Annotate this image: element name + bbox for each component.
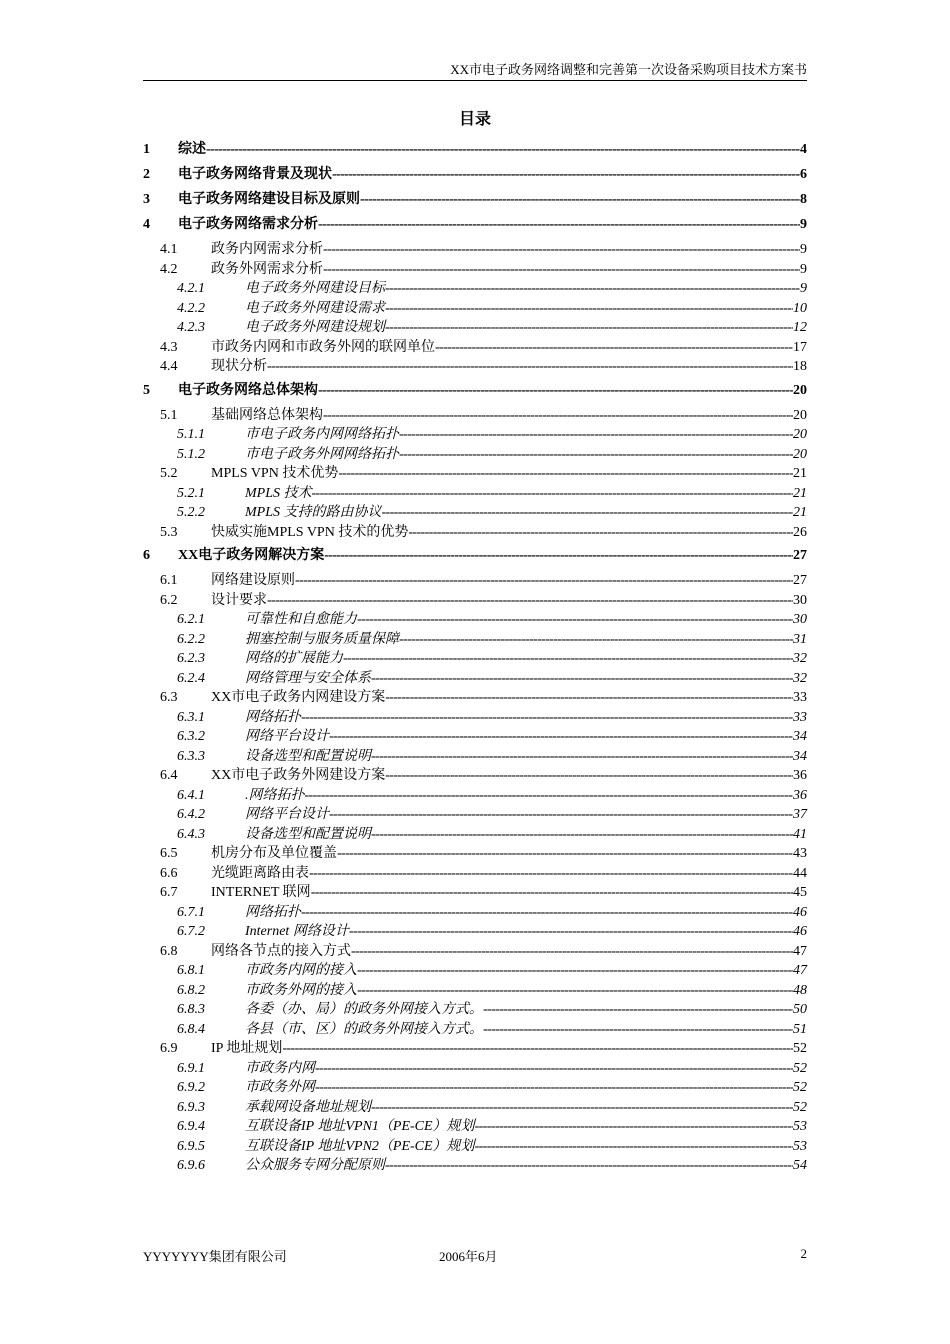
toc-entry-title: 网络管理与安全体系 — [245, 670, 371, 686]
toc-entry[interactable] — [143, 998, 807, 1018]
toc-entry-page: 9 — [800, 242, 807, 257]
toc-entry-page: 27 — [793, 573, 807, 588]
toc-entry-number: 5.1 — [160, 407, 178, 423]
footer-page-number: 2 — [800, 1246, 807, 1261]
toc-entry-number: 5.3 — [160, 524, 178, 540]
toc-entry-number: 6.4.1 — [177, 787, 205, 803]
toc-entry[interactable] — [143, 686, 807, 706]
toc-entry-title: MPLS 技术 — [245, 485, 312, 501]
toc-entry-page: 52 — [793, 1041, 807, 1056]
toc-entry-title: 市政务内网的接入 — [245, 963, 357, 978]
toc-entry-number: 6.4 — [160, 768, 178, 783]
toc-entry[interactable] — [143, 647, 807, 667]
footer-date: 2006年6月 — [439, 1249, 498, 1264]
toc-leader-dashes — [329, 729, 793, 745]
table-of-contents — [143, 134, 807, 1174]
toc-entry[interactable] — [143, 628, 807, 648]
toc-entry-page: 47 — [793, 943, 807, 959]
toc-entry-page: 36 — [793, 768, 807, 783]
toc-entry-title: 光缆距离路由表 — [211, 865, 309, 881]
toc-entry-title: MPLS 支持的路由协议 — [245, 505, 382, 520]
toc-leader-dashes — [385, 320, 793, 336]
toc-entry-page: 6 — [800, 167, 807, 182]
toc-entry-number: 1 — [143, 142, 150, 157]
toc-leader-dashes — [371, 1100, 793, 1116]
toc-entry-page: 51 — [793, 1021, 807, 1037]
toc-entry-title: 市政务内网和市政务外网的联网单位 — [211, 339, 435, 355]
toc-leader-dashes — [282, 1041, 793, 1057]
toc-entry-title: 电子政务网络背景及现状 — [178, 167, 332, 182]
toc-entry-title: 快威实施MPLS VPN 技术的优势 — [211, 524, 409, 540]
page-header — [143, 62, 807, 81]
footer-company: YYYYYYY集团有限公司 — [143, 1249, 287, 1264]
toc-entry-page: 45 — [793, 885, 807, 900]
toc-entry-page: 20 — [793, 407, 807, 423]
toc-entry-title: 基础网络总体架构 — [211, 407, 323, 423]
toc-entry[interactable] — [143, 862, 807, 882]
toc-entry-title: 承载网设备地址规划 — [245, 1099, 371, 1115]
toc-entry-page: 20 — [793, 446, 807, 462]
toc-entry-title: 电子政务网络总体架构 — [178, 382, 318, 398]
toc-entry-number: 3 — [143, 192, 150, 207]
toc-leader-dashes — [371, 749, 793, 765]
toc-entry-number: 6 — [143, 548, 150, 563]
toc-entry[interactable] — [143, 1037, 807, 1057]
toc-leader-dashes — [267, 593, 793, 609]
toc-entry-number: 4.2.3 — [177, 320, 205, 335]
toc-leader-dashes — [483, 1022, 793, 1038]
toc-leader-dashes — [323, 408, 793, 424]
toc-entry-title: 市电子政务外网网络拓扑 — [245, 446, 399, 462]
toc-entry[interactable] — [143, 764, 807, 784]
toc-entry-number: 6.5 — [160, 846, 178, 861]
toc-entry[interactable] — [143, 443, 807, 463]
toc-entry-page: 18 — [793, 359, 807, 374]
toc-entry-page: 47 — [793, 963, 807, 978]
toc-entry[interactable] — [143, 784, 807, 804]
toc-entry-title: 机房分布及单位覆盖 — [211, 846, 337, 861]
toc-entry-number: 2 — [143, 167, 150, 182]
toc-entry[interactable] — [143, 188, 807, 207]
toc-entry[interactable] — [143, 1018, 807, 1038]
toc-entry-number: 6.7.2 — [177, 924, 205, 939]
toc-leader-dashes — [315, 1080, 793, 1096]
toc-entry-title: 互联设备IP 地址VPN2（PE-CE）规划 — [245, 1138, 475, 1154]
toc-entry-page: 21 — [793, 485, 807, 501]
toc-leader-dashes — [343, 651, 793, 667]
toc-entry-page: 17 — [793, 339, 807, 355]
toc-entry-number: 6.9.5 — [177, 1138, 205, 1154]
toc-entry-page: 20 — [793, 382, 807, 398]
toc-entry-page: 30 — [793, 592, 807, 608]
toc-entry-title: 可靠性和自愈能力 — [245, 612, 357, 627]
toc-entry-page: 32 — [793, 651, 807, 666]
toc-entry-page: 9 — [800, 217, 807, 232]
toc-entry-page: 26 — [793, 524, 807, 540]
toc-entry-title: 网络平台设计 — [245, 729, 329, 744]
toc-entry-page: 33 — [793, 709, 807, 725]
toc-entry-number: 6.8 — [160, 943, 178, 959]
toc-leader-dashes — [311, 885, 793, 901]
toc-entry-page: 52 — [793, 1080, 807, 1095]
toc-leader-dashes — [435, 340, 793, 356]
toc-entry-page: 4 — [800, 142, 807, 157]
toc-entry[interactable] — [143, 745, 807, 765]
toc-entry[interactable] — [143, 803, 807, 823]
toc-entry-title: IP 地址规划 — [211, 1041, 283, 1056]
toc-entry-number: 5 — [143, 382, 150, 398]
toc-entry-title: 网络的扩展能力 — [245, 651, 343, 666]
toc-entry-number: 4.1 — [160, 242, 178, 257]
toc-entry-page: 37 — [793, 807, 807, 822]
toc-entry-page: 33 — [793, 690, 807, 705]
toc-entry-title: XX电子政务网解决方案 — [178, 548, 325, 563]
toc-entry-number: 5.2.1 — [177, 485, 205, 501]
toc-entry-title: 电子政务外网建设需求 — [245, 300, 385, 316]
toc-leader-dashes — [399, 632, 793, 648]
toc-entry-page: 9 — [800, 261, 807, 277]
toc-entry-title: 电子政务外网建设规划 — [245, 320, 385, 335]
toc-leader-dashes — [309, 866, 793, 882]
toc-entry-title: 各委（办、局）的政务外网接入方式。 — [245, 1002, 483, 1017]
toc-entry-page: 53 — [793, 1119, 807, 1134]
toc-entry[interactable] — [143, 901, 807, 921]
toc-leader-dashes — [399, 427, 793, 443]
toc-entry-page: 50 — [793, 1002, 807, 1017]
toc-entry-title: 市电子政务内网网络拓扑 — [245, 427, 399, 442]
toc-entry-number: 6.7 — [160, 885, 178, 900]
toc-entry-page: 36 — [793, 787, 807, 803]
toc-entry-number: 6.8.2 — [177, 982, 205, 998]
toc-entry[interactable] — [143, 238, 807, 258]
toc-entry[interactable] — [143, 462, 807, 482]
toc-leader-dashes — [337, 846, 793, 862]
toc-leader-dashes — [357, 963, 793, 979]
toc-entry[interactable] — [143, 355, 807, 375]
toc-leader-dashes — [351, 944, 793, 960]
toc-entry-number: 4.2.1 — [177, 281, 205, 296]
toc-entry[interactable] — [143, 1154, 807, 1174]
toc-leader-dashes — [385, 281, 800, 297]
toc-entry-title: 公众服务专网分配原则 — [245, 1158, 385, 1173]
toc-entry-title: 市政务外网的接入 — [245, 982, 357, 998]
toc-entry-number: 6.2.1 — [177, 612, 205, 627]
toc-entry-title: 互联设备IP 地址VPN1（PE-CE）规划 — [245, 1119, 475, 1134]
toc-entry-title: 网络建设原则 — [211, 573, 295, 588]
toc-leader-dashes — [360, 192, 800, 208]
toc-entry[interactable] — [143, 213, 807, 232]
toc-entry-page: 54 — [793, 1158, 807, 1173]
toc-leader-dashes — [385, 768, 793, 784]
toc-entry-title: 设备选型和配置说明 — [245, 748, 371, 764]
toc-entry[interactable] — [143, 959, 807, 979]
toc-entry[interactable] — [143, 316, 807, 336]
toc-leader-dashes — [385, 1158, 793, 1174]
toc-leader-dashes — [385, 690, 793, 706]
toc-entry-number: 5.2.2 — [177, 505, 205, 520]
toc-entry[interactable] — [143, 521, 807, 541]
toc-entry-number: 4 — [143, 217, 150, 232]
toc-leader-dashes — [332, 167, 800, 183]
toc-leader-dashes — [399, 447, 793, 463]
toc-entry[interactable] — [143, 589, 807, 609]
toc-entry-title: 网络拓扑 — [245, 904, 301, 920]
toc-entry-page: 31 — [793, 631, 807, 647]
toc-entry-title: 电子政务网络需求分析 — [178, 217, 318, 232]
toc-entry-page: 9 — [800, 281, 807, 296]
toc-entry-title: 电子政务外网建设目标 — [245, 281, 385, 296]
toc-entry-page: 48 — [793, 982, 807, 998]
toc-leader-dashes — [315, 1061, 793, 1077]
toc-entry-number: 6.9 — [160, 1041, 178, 1056]
toc-entry[interactable] — [143, 379, 807, 398]
toc-leader-dashes — [301, 905, 793, 921]
toc-leader-dashes — [206, 142, 800, 158]
toc-leader-dashes — [475, 1139, 793, 1155]
toc-entry-page: 52 — [793, 1099, 807, 1115]
toc-entry-number: 6.1 — [160, 573, 178, 588]
toc-entry-page: 53 — [793, 1138, 807, 1154]
toc-entry[interactable] — [143, 920, 807, 940]
toc-entry-number: 6.2.2 — [177, 631, 205, 647]
toc-entry[interactable] — [143, 423, 807, 443]
toc-entry-number: 6.3.3 — [177, 748, 205, 764]
toc-entry-page: 32 — [793, 670, 807, 686]
toc-entry[interactable] — [143, 608, 807, 628]
toc-leader-dashes — [371, 827, 793, 843]
toc-entry-title: 网络平台设计 — [245, 807, 329, 822]
toc-entry-number: 6.9.1 — [177, 1060, 205, 1076]
toc-entry-page: 30 — [793, 612, 807, 627]
toc-entry-page: 44 — [793, 865, 807, 881]
toc-entry[interactable] — [143, 138, 807, 157]
toc-entry-title: 设备选型和配置说明 — [245, 826, 371, 842]
toc-leader-dashes — [357, 983, 793, 999]
toc-entry-page: 41 — [793, 826, 807, 842]
toc-entry-number: 4.2.2 — [177, 300, 205, 316]
toc-entry-number: 4.3 — [160, 339, 178, 355]
toc-entry-title: 政务内网需求分析 — [211, 242, 323, 257]
toc-entry[interactable] — [143, 163, 807, 182]
toc-leader-dashes — [483, 1002, 793, 1018]
toc-entry-number: 6.7.1 — [177, 904, 205, 920]
toc-entry-title: MPLS VPN 技术优势 — [211, 466, 339, 481]
toc-entry[interactable] — [143, 569, 807, 589]
toc-entry-number: 4.2 — [160, 261, 178, 277]
toc-entry-title: 网络各节点的接入方式 — [211, 943, 351, 959]
toc-entry[interactable] — [143, 1096, 807, 1116]
toc-entry-number: 5.2 — [160, 466, 178, 481]
toc-entry-number: 4.4 — [160, 359, 178, 374]
toc-leader-dashes — [301, 710, 793, 726]
toc-entry[interactable] — [143, 482, 807, 502]
toc-entry-title: 市政务内网 — [245, 1060, 315, 1076]
toc-leader-dashes — [312, 486, 794, 502]
toc-entry-number: 6.8.3 — [177, 1002, 205, 1017]
toc-leader-dashes — [323, 242, 800, 258]
page-footer — [143, 1246, 807, 1266]
toc-entry-page: 12 — [793, 320, 807, 335]
toc-leader-dashes — [357, 612, 793, 628]
toc-entry-title: XX市电子政务内网建设方案 — [211, 690, 386, 705]
toc-leader-dashes — [475, 1119, 793, 1135]
toc-entry[interactable] — [143, 706, 807, 726]
toc-entry[interactable] — [143, 1057, 807, 1077]
toc-leader-dashes — [324, 548, 793, 564]
toc-entry-number: 6.8.1 — [177, 963, 205, 978]
toc-entry-number: 5.1.1 — [177, 427, 205, 442]
toc-leader-dashes — [408, 525, 793, 541]
toc-entry-page: 10 — [793, 300, 807, 316]
toc-entry[interactable] — [143, 297, 807, 317]
toc-entry[interactable] — [143, 404, 807, 424]
toc-entry-page: 20 — [793, 427, 807, 442]
toc-entry-page: 52 — [793, 1060, 807, 1076]
toc-entry[interactable] — [143, 842, 807, 862]
toc-entry-page: 21 — [793, 466, 807, 481]
toc-entry-number: 5.1.2 — [177, 446, 205, 462]
toc-entry-number: 6.2.3 — [177, 651, 205, 666]
toc-entry-number: 6.6 — [160, 865, 178, 881]
toc-entry-page: 46 — [793, 904, 807, 920]
toc-entry-title: 综述 — [178, 142, 206, 157]
toc-entry[interactable] — [143, 940, 807, 960]
toc-entry-title: XX市电子政务外网建设方案 — [211, 768, 386, 783]
toc-entry-number: 6.2 — [160, 592, 178, 608]
toc-entry-title: 拥塞控制与服务质量保障 — [245, 631, 399, 647]
toc-leader-dashes — [295, 573, 793, 589]
toc-leader-dashes — [349, 924, 793, 940]
toc-entry-title: 网络拓扑 — [245, 709, 301, 725]
toc-entry-page: 34 — [793, 748, 807, 764]
toc-leader-dashes — [318, 383, 793, 399]
toc-entry-number: 6.2.4 — [177, 670, 205, 686]
toc-entry-number: 6.4.2 — [177, 807, 205, 822]
toc-leader-dashes — [371, 671, 793, 687]
toc-entry-title: 市政务外网 — [245, 1080, 315, 1095]
toc-entry-page: 27 — [793, 548, 807, 563]
toc-entry-number: 6.9.3 — [177, 1099, 205, 1115]
toc-entry[interactable] — [143, 823, 807, 843]
toc-entry-title: 现状分析 — [211, 359, 267, 374]
toc-entry-page: 8 — [800, 192, 807, 207]
toc-entry-number: 6.9.2 — [177, 1080, 205, 1095]
toc-entry-number: 6.4.3 — [177, 826, 205, 842]
toc-entry[interactable] — [143, 501, 807, 521]
toc-entry-number: 6.3 — [160, 690, 178, 705]
toc-entry-page: 46 — [793, 924, 807, 939]
toc-leader-dashes — [338, 466, 793, 482]
toc-entry-page: 34 — [793, 729, 807, 744]
toc-entry-title: 政务外网需求分析 — [211, 261, 323, 277]
toc-entry[interactable] — [143, 1135, 807, 1155]
toc-entry[interactable] — [143, 667, 807, 687]
toc-leader-dashes — [385, 301, 793, 317]
toc-entry-title: 电子政务网络建设目标及原则 — [178, 192, 360, 207]
toc-leader-dashes — [318, 217, 800, 233]
toc-entry-title: 各县（市、区）的政务外网接入方式。 — [245, 1021, 483, 1037]
toc-entry-title: Internet 网络设计 — [245, 924, 349, 939]
toc-entry-title: 设计要求 — [211, 592, 267, 608]
toc-entry-title: INTERNET 联网 — [211, 885, 311, 900]
toc-entry-page: 43 — [793, 846, 807, 861]
toc-entry-number: 6.9.6 — [177, 1158, 205, 1173]
toc-entry[interactable] — [143, 277, 807, 297]
toc-entry[interactable] — [143, 979, 807, 999]
toc-entry-page: 21 — [793, 505, 807, 520]
toc-entry-number: 6.8.4 — [177, 1021, 205, 1037]
toc-entry[interactable] — [143, 336, 807, 356]
toc-entry[interactable] — [143, 725, 807, 745]
toc-leader-dashes — [323, 262, 800, 278]
header-title: XX市电子政务网络调整和完善第一次设备采购项目技术方案书 — [450, 62, 807, 77]
toc-entry[interactable] — [143, 258, 807, 278]
toc-entry[interactable] — [143, 881, 807, 901]
toc-entry-title: .网络拓扑 — [245, 787, 305, 803]
toc-entry-number: 6.3.2 — [177, 729, 205, 744]
toc-leader-dashes — [329, 807, 793, 823]
toc-leader-dashes — [305, 788, 794, 804]
toc-entry-number: 6.3.1 — [177, 709, 205, 725]
toc-entry[interactable] — [143, 544, 807, 563]
toc-leader-dashes — [382, 505, 794, 521]
toc-entry-number: 6.9.4 — [177, 1119, 205, 1134]
toc-entry[interactable] — [143, 1076, 807, 1096]
toc-leader-dashes — [267, 359, 793, 375]
toc-title: 目录 — [458, 111, 491, 128]
toc-entry[interactable] — [143, 1115, 807, 1135]
